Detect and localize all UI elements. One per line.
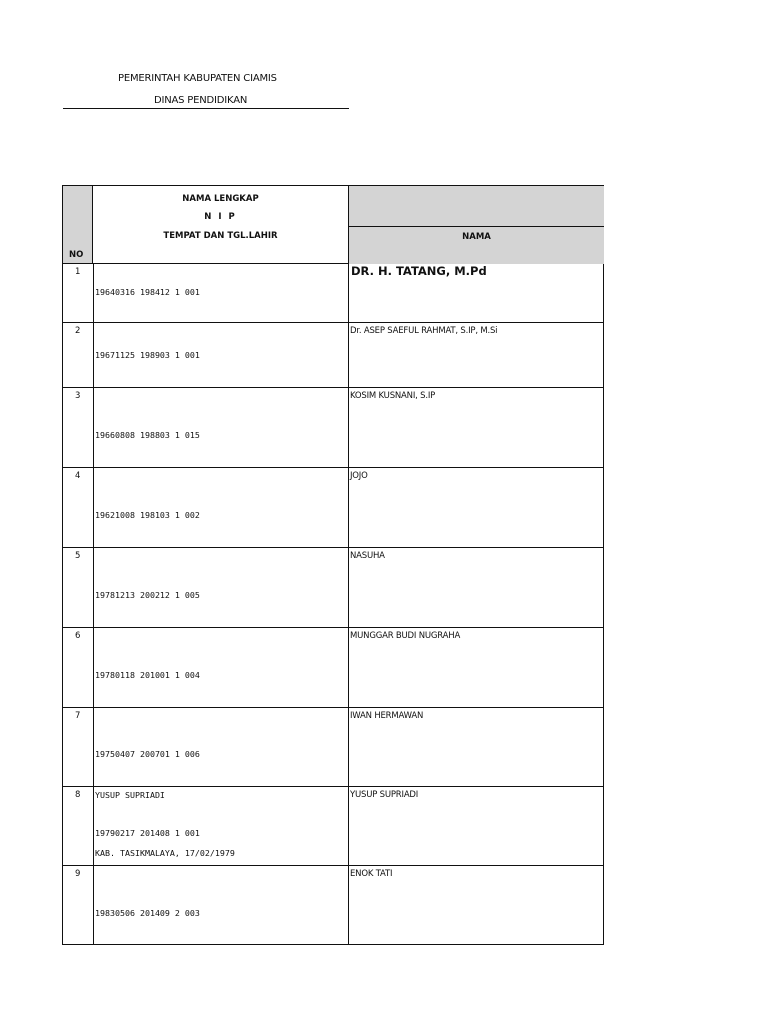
nip-number: 19640316 198412 1 001 bbox=[95, 287, 200, 297]
row-number-cell bbox=[62, 468, 94, 547]
row-number-cell bbox=[62, 866, 94, 944]
table-row bbox=[62, 628, 604, 708]
header-underline bbox=[63, 108, 349, 109]
row-number-cell bbox=[62, 708, 94, 786]
row-number: 2 bbox=[75, 326, 81, 336]
header-nama-divider bbox=[349, 226, 604, 227]
header-cell-no bbox=[62, 185, 93, 264]
identity-cell bbox=[94, 548, 349, 627]
row-number-cell bbox=[62, 787, 94, 865]
identity-cell bbox=[94, 787, 349, 865]
nip-number: 19830506 201409 2 003 bbox=[95, 908, 200, 918]
header-nip-label: N I P bbox=[204, 212, 237, 222]
name-cell bbox=[349, 264, 604, 322]
birth-place-date: KAB. TASIKMALAYA, 17/02/1979 bbox=[95, 848, 235, 858]
header-cell-identity bbox=[93, 185, 349, 264]
header-no-label: NO bbox=[69, 250, 84, 260]
header-line-1: PEMERINTAH KABUPATEN CIAMIS bbox=[118, 73, 277, 84]
employee-name: KOSIM KUSNANI, S.IP bbox=[350, 391, 436, 401]
table-row bbox=[62, 548, 604, 628]
nip-number: 19780118 201001 1 004 bbox=[95, 670, 200, 680]
row-number: 3 bbox=[75, 391, 81, 401]
identity-cell bbox=[94, 628, 349, 707]
identity-cell bbox=[94, 866, 349, 944]
header-tempat-tgl-lahir-label: TEMPAT DAN TGL.LAHIR bbox=[163, 231, 278, 241]
row-number: 8 bbox=[75, 790, 81, 800]
employee-name: ENOK TATI bbox=[350, 869, 393, 879]
nip-number: 19621008 198103 1 002 bbox=[95, 510, 200, 520]
name-cell bbox=[349, 548, 604, 627]
row-number-cell bbox=[62, 264, 94, 322]
table-row bbox=[62, 468, 604, 548]
nip-number: 19790217 201408 1 001 bbox=[95, 828, 200, 838]
row-number: 6 bbox=[75, 631, 81, 641]
identity-cell bbox=[94, 468, 349, 547]
table-header bbox=[62, 185, 604, 264]
row-number-cell bbox=[62, 388, 94, 467]
header-nama-lengkap-label: NAMA LENGKAP bbox=[182, 194, 259, 204]
row-number: 5 bbox=[75, 551, 81, 561]
name-cell bbox=[349, 787, 604, 865]
identity-cell bbox=[94, 708, 349, 786]
row-number: 4 bbox=[75, 471, 81, 481]
row-number: 7 bbox=[75, 711, 81, 721]
employee-name: JOJO bbox=[350, 471, 368, 481]
name-cell bbox=[349, 628, 604, 707]
header-nama-label: NAMA bbox=[462, 232, 491, 242]
nip-number: 19671125 198903 1 001 bbox=[95, 350, 200, 360]
table-row bbox=[62, 388, 604, 468]
row-number-cell bbox=[62, 548, 94, 627]
table-row bbox=[62, 323, 604, 388]
employee-name: MUNGGAR BUDI NUGRAHA bbox=[350, 631, 461, 641]
nip-number: 19660808 198803 1 015 bbox=[95, 430, 200, 440]
table-row bbox=[62, 866, 604, 945]
employee-name: Dr. ASEP SAEFUL RAHMAT, S.IP, M.Si bbox=[350, 326, 498, 336]
identity-cell bbox=[94, 388, 349, 467]
identity-cell bbox=[94, 323, 349, 387]
employee-name: IWAN HERMAWAN bbox=[350, 711, 424, 721]
nip-number: 19781213 200212 1 005 bbox=[95, 590, 200, 600]
table-row bbox=[62, 708, 604, 787]
header-cell-nama bbox=[349, 185, 604, 264]
name-cell bbox=[349, 708, 604, 786]
employee-name: DR. H. TATANG, M.Pd bbox=[351, 264, 487, 278]
name-cell bbox=[349, 866, 604, 944]
table-row bbox=[62, 787, 604, 866]
employee-name: YUSUP SUPRIADI bbox=[350, 790, 419, 800]
nip-number: 19750407 200701 1 006 bbox=[95, 749, 200, 759]
name-cell bbox=[349, 468, 604, 547]
row-number: 1 bbox=[75, 267, 81, 277]
identity-cell bbox=[94, 264, 349, 322]
header-line-2: DINAS PENDIDIKAN bbox=[154, 95, 248, 106]
employee-name: NASUHA bbox=[350, 551, 385, 561]
row-number-cell bbox=[62, 323, 94, 387]
name-cell bbox=[349, 323, 604, 387]
full-name: YUSUP SUPRIADI bbox=[95, 790, 165, 800]
table-row bbox=[62, 264, 604, 323]
row-number: 9 bbox=[75, 869, 81, 879]
row-number-cell bbox=[62, 628, 94, 707]
name-cell bbox=[349, 388, 604, 467]
